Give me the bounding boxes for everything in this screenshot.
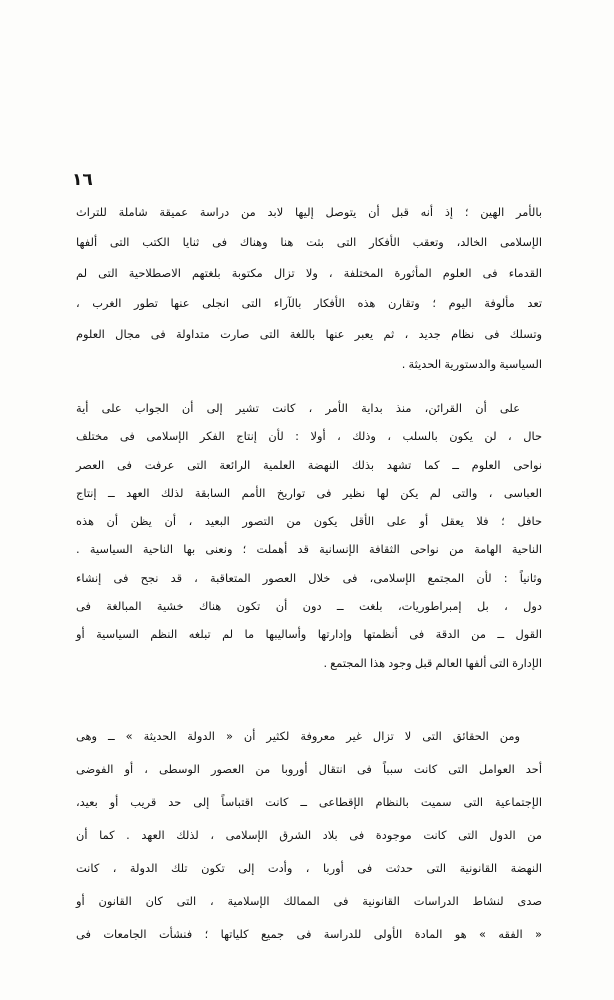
page-number: ١٦	[72, 170, 93, 190]
paragraph-2	[76, 394, 542, 677]
text-line: الإجتماعية التى سميت بالنظام الإقطاعى ــ كانت اقتباساً إلى حد قريب أو بعيد،	[76, 795, 542, 809]
text-line: القدماء فى العلوم المأثورة المختلفة ، ولا تزال مكتوبة بلغتهم الاصطلاحية التى لم	[76, 265, 542, 280]
paragraph-3	[76, 720, 542, 951]
text-line: الإدارة التى ألفها العالم قبل وجود هذا المجتمع .	[323, 655, 542, 670]
text-line: النهضة القانونية التى حدثت فى أوربا ، وأدت إلى تكون تلك الدولة ، كانت	[76, 861, 542, 875]
text-line: العباسى ، والتى لم يكن لها نظير فى تواريخ الأمم السابقة لذلك العهد ــ إنتاج	[76, 485, 542, 500]
text-line: القول ــ من الدقة فى أنظمتها وإدارتها وأساليبها ما لم تبلغه النظم السياسية أو	[76, 627, 542, 642]
text-line: تعد مألوفة اليوم ؛ وتقارن هذه الأفكار بالآراء التى انجلى عنها تطور الغرب ،	[76, 296, 542, 311]
text-line: حال ، لن يكون بالسلب ، وذلك ، أولا : لأن إنتاج الفكر الإسلامى فى مختلف	[76, 429, 542, 444]
text-line: صدى لنشاط الدراسات القانونية فى الممالك الإسلامية ، التى كان القانون أو	[76, 894, 542, 908]
text-line: الإسلامى الخالد، وتعقب الأفكار التى بثت هنا وهناك فى ثنايا الكتب التى ألفها	[76, 235, 542, 250]
text-line: حافل ؛ فلا يعقل أو على الأقل يكون من التصور البعيد ، أن يظن أن هذه	[76, 514, 542, 529]
text-line: دول ، بل إمبراطوريات، بلغت ــ دون أن تكون هناك خشية المبالغة فى	[76, 599, 542, 614]
text-line: السياسية والدستورية الحديثة .	[401, 357, 542, 372]
text-line: نواحى العلوم ــ كما تشهد بذلك النهضة العلمية الرائعة التى عرفت فى العصر	[76, 457, 542, 472]
text-line: وتسلك فى نظام جديد ، ثم يعبر عنها باللغة التى صارت متداولة فى مجال العلوم	[76, 326, 542, 341]
text-line: « الفقه » هو المادة الأولى للدراسة فى جميع كلياتها ؛ فنشأت الجامعات فى	[76, 927, 542, 941]
text-line: من الدول التى كانت موجودة فى بلاد الشرق الإسلامى ، لذلك العهد . كما أن	[76, 828, 542, 842]
paragraph-1	[76, 197, 542, 379]
text-line: بالأمر الهين ؛ إذ أنه قبل أن يتوصل إليها لابد من دراسة عميقة شاملة للتراث	[76, 205, 542, 219]
text-line: ومن الحقائق التى لا تزال غير معروفة لكثير أن « الدولة الحديثة » ــ وهى	[76, 729, 520, 743]
text-line: على أن القرائن، منذ بداية الأمر ، كانت تشير إلى أن الجواب على أية	[76, 401, 520, 415]
text-line: أحد العوامل التى كانت سبباً فى انتقال أوروبا من العصور الوسطى ، أو الفوضى	[76, 762, 542, 776]
text-line: الناحية الهامة من نواحى الثقافة الإنسانية قد أهملت ؛ ونعنى بها الناحية السياسية .	[76, 542, 542, 557]
text-line: وثانياً : لأن المجتمع الإسلامى، فى خلال العصور المتعاقبة ، قد نجح فى إنشاء	[76, 570, 542, 585]
